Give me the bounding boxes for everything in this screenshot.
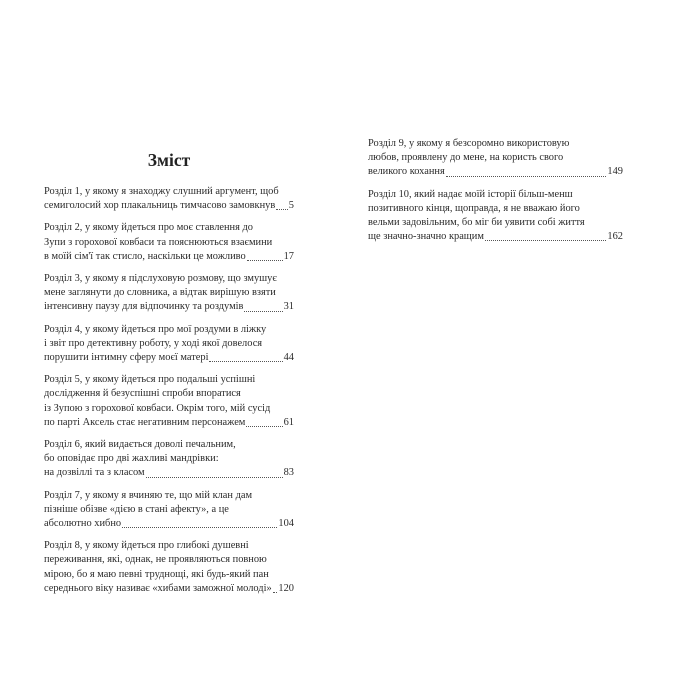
dot-leader	[246, 426, 282, 427]
toc-entry-line: абсолютно хибно	[44, 518, 122, 530]
page-number: 5	[288, 200, 294, 212]
toc-entry-line: інтенсивну паузу для відпочинку та роздумів	[44, 301, 244, 313]
dot-leader	[146, 477, 283, 478]
page-number: 120	[278, 582, 294, 594]
toc-entry[interactable]	[44, 323, 294, 366]
toc-entry-line: на дозвіллі та з класом	[44, 467, 145, 479]
toc-entry[interactable]	[44, 272, 294, 315]
dot-leader	[209, 361, 282, 362]
page-number: 17	[283, 250, 294, 262]
toc-entry-last-line	[44, 199, 294, 213]
toc-entry-last-line	[44, 582, 294, 596]
dot-leader	[122, 527, 277, 528]
page-number: 104	[278, 518, 294, 530]
page-number: 31	[283, 301, 294, 313]
toc-entry-line: середнього віку називає «хибами заможної молоді»	[44, 582, 272, 594]
toc-entry-line: Зупи з горохової ковбаси та пояснюються взаємини	[44, 236, 273, 248]
toc-right-column	[368, 137, 623, 252]
toc-entry-last-line	[368, 165, 623, 179]
toc-entry-line: великого кохання	[368, 166, 445, 178]
toc-entry-last-line	[44, 466, 294, 480]
toc-entry-line: і звіт про детективну роботу, у ході якої довелося	[44, 337, 263, 349]
dot-leader	[244, 311, 282, 312]
page-number: 149	[607, 166, 623, 178]
toc-entry-line: любов, проявлену до мене, на користь свого	[368, 152, 564, 164]
toc-entry-last-line	[44, 416, 294, 430]
toc-entry[interactable]	[44, 489, 294, 532]
toc-entry-line: Розділ 9, у якому я безсоромно використовую	[368, 138, 570, 149]
toc-entry[interactable]	[44, 438, 294, 481]
toc-entry[interactable]	[44, 221, 294, 264]
dot-leader	[485, 240, 606, 241]
toc-entry-line: Розділ 3, у якому я підслуховую розмову, що змушує	[44, 273, 277, 285]
toc-entry-line: Розділ 1, у якому я знаходжу слушний аргумент, щоб	[44, 186, 279, 197]
page-number: 61	[283, 416, 294, 428]
dot-leader	[273, 592, 278, 593]
toc-entry-line: мене заглянути до словника, а відтак вирішую взяти	[44, 287, 276, 299]
toc-entry-line: семиголосий хор плакальниць тимчасово замовкнув	[44, 200, 276, 212]
toc-entry-line: Розділ 7, у якому я вчиняю те, що мій клан дам	[44, 489, 253, 501]
toc-entry-last-line	[44, 250, 294, 264]
page-number: 162	[607, 231, 623, 243]
toc-entry-line: мірою, бо я маю певні труднощі, які будь-який пан	[44, 568, 269, 580]
toc-entry-line: в моїй сім'ї так стисло, наскільки це можливо	[44, 250, 246, 262]
toc-entry-line: позитивного кінця, щоправда, я не вважаю його	[368, 202, 580, 214]
toc-entry[interactable]	[368, 137, 623, 180]
toc-entry-line: із Зупою з горохової ковбаси. Окрім того, мій сусід	[44, 402, 271, 414]
toc-entry-line: Розділ 5, у якому йдеться про подальші успішні	[44, 374, 256, 386]
toc-entry[interactable]	[368, 188, 623, 245]
toc-entry-line: вельми задовільним, бо міг би уявити собі життя	[368, 217, 585, 229]
page-number: 83	[283, 467, 294, 479]
toc-entry-line: Розділ 2, у якому йдеться про моє ставлення до	[44, 222, 253, 234]
toc-entry-line: по парті Аксель стає негативним персонажем	[44, 416, 246, 428]
toc-entry-last-line	[44, 300, 294, 314]
toc-entry[interactable]	[44, 373, 294, 430]
toc-entry[interactable]	[44, 539, 294, 596]
toc-entry-line: порушити інтимну сферу моєї матері	[44, 352, 209, 364]
page-number: 44	[283, 352, 294, 364]
dot-leader	[446, 176, 607, 177]
toc-entry-line: Розділ 4, у якому йдеться про мої роздуми в ліжку	[44, 323, 267, 335]
toc-entry-line: Розділ 10, який надає моїй історії більш-менш	[368, 188, 573, 200]
toc-entry-line: переживання, які, однак, не проявляються повною	[44, 554, 267, 566]
toc-entry-line: пізніше обізве «дією в стані афекту», а це	[44, 503, 229, 515]
toc-entry-line: ще значно-значно кращим	[368, 231, 484, 243]
toc-entry-line: бо оповідає про дві жахливі мандрівки:	[44, 453, 219, 465]
toc-title: Зміст	[147, 150, 191, 170]
toc-left-column	[44, 185, 294, 604]
toc-entry-last-line	[44, 517, 294, 531]
dot-leader	[276, 209, 288, 210]
toc-entry-last-line	[44, 351, 294, 365]
toc-entry-line: Розділ 8, у якому йдеться про глибокі душевні	[44, 540, 249, 552]
toc-entry[interactable]	[44, 185, 294, 213]
toc-entry-line: дослідження й безуспішні спроби впоратися	[44, 388, 241, 400]
toc-entry-line: Розділ 6, який видається доволі печальним,	[44, 439, 236, 451]
toc-entry-last-line	[368, 230, 623, 244]
dot-leader	[247, 260, 283, 261]
